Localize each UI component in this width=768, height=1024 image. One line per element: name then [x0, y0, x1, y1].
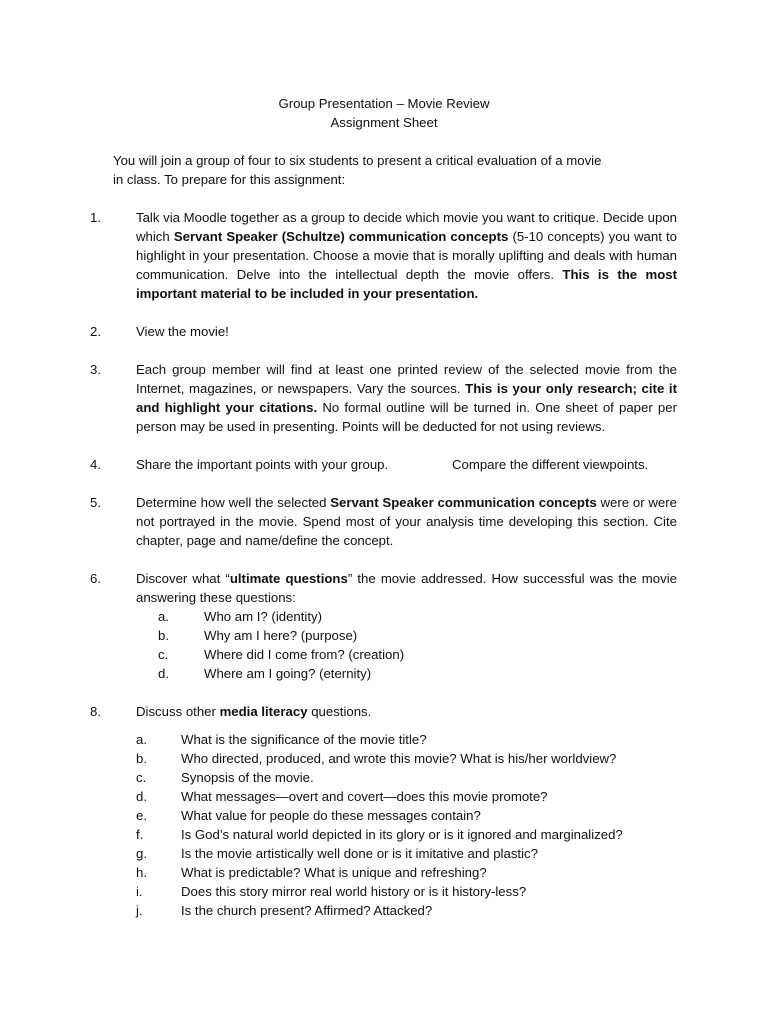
item-1-part: (5-10 concepts) you want to highlight in your presentation. Choose a movie that is morally uplifting and deals with human communication. Delve into the intellectual depth the movie offers.	[136, 229, 677, 282]
item-1-text	[136, 208, 677, 303]
media-letter: b.	[136, 751, 147, 766]
item-number: 6.	[90, 571, 101, 586]
item-5-part: Determine how well the selected	[136, 495, 331, 510]
sub-letter: d.	[158, 666, 169, 681]
media-question: Does this story mirror real world history or is it history-less?	[181, 884, 527, 899]
item-number: 1.	[90, 210, 101, 225]
sub-question: Why am I here? (purpose)	[204, 628, 358, 643]
sub-question: Where did I come from? (creation)	[204, 647, 405, 662]
item-number: 2.	[90, 324, 101, 339]
item-8-text	[136, 702, 677, 721]
intro-line-2: in class. To prepare for this assignment:	[113, 172, 346, 187]
item-6-bold: ultimate questions	[229, 571, 348, 586]
item-3-text	[136, 360, 677, 436]
media-letter: j.	[136, 903, 143, 918]
item-6-part: Discover what “	[136, 571, 230, 586]
sub-letter: b.	[158, 628, 169, 643]
media-question: Is the movie artistically well done or is it imitative and plastic?	[181, 846, 538, 861]
media-letter: g.	[136, 846, 147, 861]
item-8-bold: media literacy	[219, 704, 308, 719]
sub-question: Where am I going? (eternity)	[204, 666, 372, 681]
item-4-text-b: Compare the different viewpoints.	[452, 457, 649, 472]
media-letter: h.	[136, 865, 147, 880]
item-5-part: were or were not portrayed in the movie. Spend most of your analysis time developing this section. Cite chapter, page and name/define the concept.	[136, 495, 677, 548]
item-number: 5.	[90, 495, 101, 510]
page-subtitle: Assignment Sheet	[330, 115, 438, 130]
media-question: Is the church present? Affirmed? Attacked?	[181, 903, 433, 918]
media-question: Synopsis of the movie.	[181, 770, 314, 785]
item-6-part: ” the movie addressed. How successful was the movie answering these questions:	[136, 571, 677, 605]
media-letter: d.	[136, 789, 147, 804]
item-8-part: Discuss other	[136, 704, 220, 719]
media-question: What is the significance of the movie title?	[181, 732, 427, 747]
item-1-part: Talk via Moodle together as a group to decide which movie you want to critique. Decide upon which	[136, 210, 677, 244]
item-3-bold: This is your only research; cite it and highlight your citations.	[136, 381, 677, 415]
item-number: 4.	[90, 457, 101, 472]
item-5-bold: Servant Speaker communication concepts	[330, 495, 597, 510]
media-question: Is God’s natural world depicted in its glory or is it ignored and marginalized?	[181, 827, 623, 842]
page-title: Group Presentation – Movie Review	[278, 96, 490, 111]
item-3-part: Each group member will find at least one printed review of the selected movie from the Internet, magazines, or newspapers. Vary the sources.	[136, 362, 677, 396]
sub-letter: a.	[158, 609, 169, 624]
media-question: What is predictable? What is unique and refreshing?	[181, 865, 487, 880]
item-3-part: No formal outline will be turned in. One sheet of paper per person may be used in presenting. Points will be deducted for not using reviews.	[136, 400, 677, 434]
media-question: Who directed, produced, and wrote this movie? What is his/her worldview?	[181, 751, 617, 766]
media-question: What messages—overt and covert—does this movie promote?	[181, 789, 548, 804]
media-question: What value for people do these messages contain?	[181, 808, 481, 823]
media-letter: i.	[136, 884, 143, 899]
media-letter: f.	[136, 827, 144, 842]
item-2-text: View the movie!	[136, 324, 229, 339]
media-letter: e.	[136, 808, 147, 823]
item-number: 8.	[90, 704, 101, 719]
item-6-text	[136, 569, 677, 607]
item-1-bold: This is the most important material to be included in your presentation.	[136, 267, 677, 301]
item-8-part: questions.	[307, 704, 372, 719]
intro-line-1: You will join a group of four to six students to present a critical evaluation of a movie	[113, 153, 602, 168]
item-5-text	[136, 493, 677, 550]
item-4-text-a: Share the important points with your group.	[136, 457, 389, 472]
item-number: 3.	[90, 362, 101, 377]
sub-question: Who am I? (identity)	[204, 609, 322, 624]
item-1-bold: Servant Speaker (Schultze) communication concepts	[173, 229, 509, 244]
sub-letter: c.	[158, 647, 169, 662]
media-letter: a.	[136, 732, 147, 747]
media-letter: c.	[136, 770, 147, 785]
